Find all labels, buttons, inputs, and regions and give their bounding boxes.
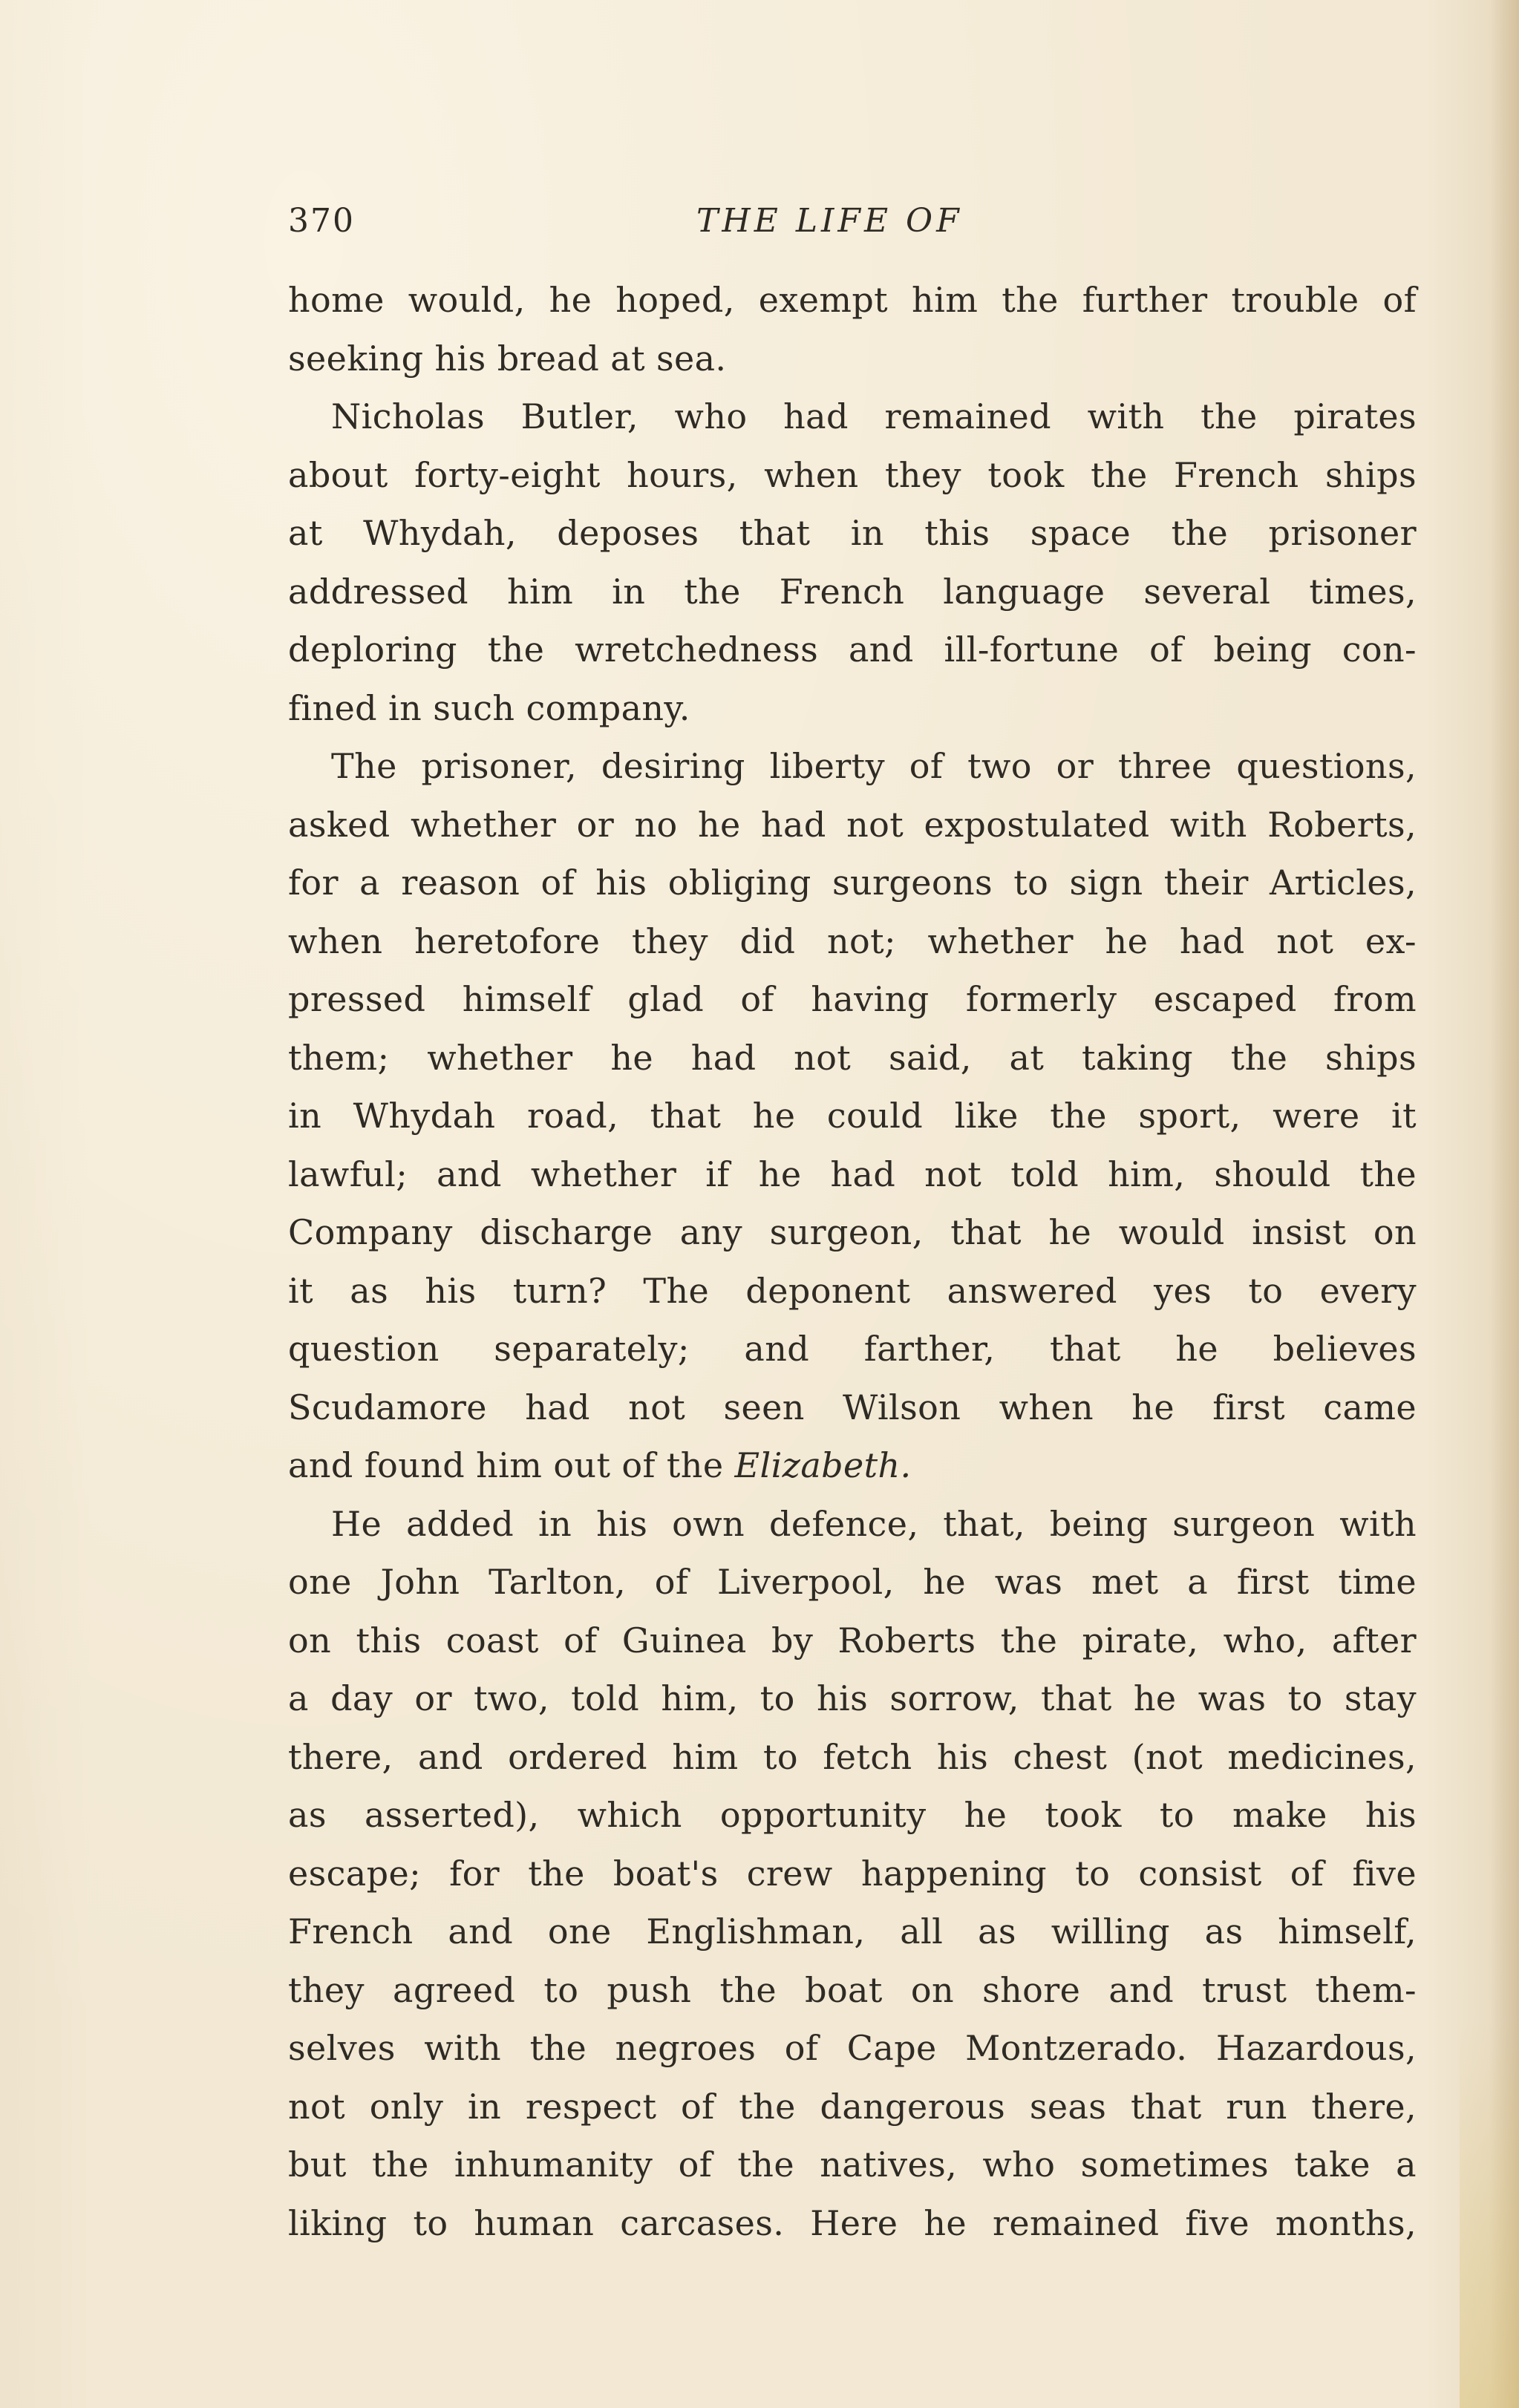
- text-line: deploring the wretchedness and ill-fortune of being con-: [288, 629, 1417, 670]
- text-line: question separately; and farther, that he believes: [288, 1329, 1417, 1369]
- text-line: lawful; and whether if he had not told him, should the: [288, 1154, 1417, 1194]
- text-line: on this coast of Guinea by Roberts the pirate, who, after: [288, 1620, 1417, 1661]
- text-line: a day or two, told him, to his sorrow, that he was to stay: [288, 1678, 1417, 1718]
- text-line: [288, 1436, 1417, 1495]
- text-line: as asserted), which opportunity he took to make his: [288, 1795, 1417, 1835]
- text-line: liking to human carcases. Here he remained five months,: [288, 2202, 1417, 2243]
- page-header: [288, 199, 1417, 243]
- text-line: Scudamore had not seen Wilson when he first came: [288, 1387, 1417, 1427]
- text-line: The prisoner, desiring liberty of two or three questions,: [331, 746, 1417, 786]
- text-line: they agreed to push the boat on shore and trust them-: [288, 1969, 1417, 2010]
- text-line: there, and ordered him to fetch his chest (not medicines,: [288, 1736, 1417, 1777]
- text-fragment: and found him out of the: [288, 1445, 724, 1485]
- text-line: pressed himself glad of having formerly escaped from: [288, 979, 1417, 1019]
- text-line: one John Tarlton, of Liverpool, he was met a first time: [288, 1562, 1417, 1602]
- text-line: selves with the negroes of Cape Montzerado. Hazardous,: [288, 2028, 1417, 2068]
- text-line: asked whether or no he had not expostulated with Roberts,: [288, 804, 1417, 845]
- text-line: but the inhumanity of the natives, who sometimes take a: [288, 2144, 1417, 2185]
- running-title: THE LIFE OF: [696, 202, 963, 240]
- text-line: in Whydah road, that he could like the sport, were it: [288, 1096, 1417, 1136]
- text-line: French and one Englishman, all as willing as himself,: [288, 1911, 1417, 1951]
- text-line: it as his turn? The deponent answered yes to every: [288, 1270, 1417, 1311]
- text-line: them; whether he had not said, at taking the ships: [288, 1037, 1417, 1078]
- text-line: escape; for the boat's crew happening to consist of five: [288, 1853, 1417, 1894]
- text-line: about forty-eight hours, when they took the French ships: [288, 454, 1417, 495]
- text-line: He added in his own defence, that, being surgeon with: [331, 1503, 1417, 1544]
- text-line: at Whydah, deposes that in this space the prisoner: [288, 513, 1417, 553]
- text-line: Company discharge any surgeon, that he would insist on: [288, 1212, 1417, 1252]
- text-line: for a reason of his obliging surgeons to sign their Articles,: [288, 863, 1417, 903]
- body-text: [288, 271, 1417, 2252]
- text-line: not only in respect of the dangerous seas that run there,: [288, 2086, 1417, 2127]
- page-number: 370: [288, 202, 355, 240]
- text-line: when heretofore they did not; whether he had not ex-: [288, 920, 1417, 961]
- text-line: fined in such company.: [288, 687, 690, 728]
- italic-ship-name: Elizabeth.: [734, 1445, 912, 1485]
- text-line: seeking his bread at sea.: [288, 338, 727, 379]
- page-stain: [1460, 2022, 1519, 2408]
- text-line: addressed him in the French language several times,: [288, 571, 1417, 612]
- text-line: home would, he hoped, exempt him the further trouble of: [288, 280, 1417, 320]
- text-line: Nicholas Butler, who had remained with the pirates: [331, 396, 1417, 436]
